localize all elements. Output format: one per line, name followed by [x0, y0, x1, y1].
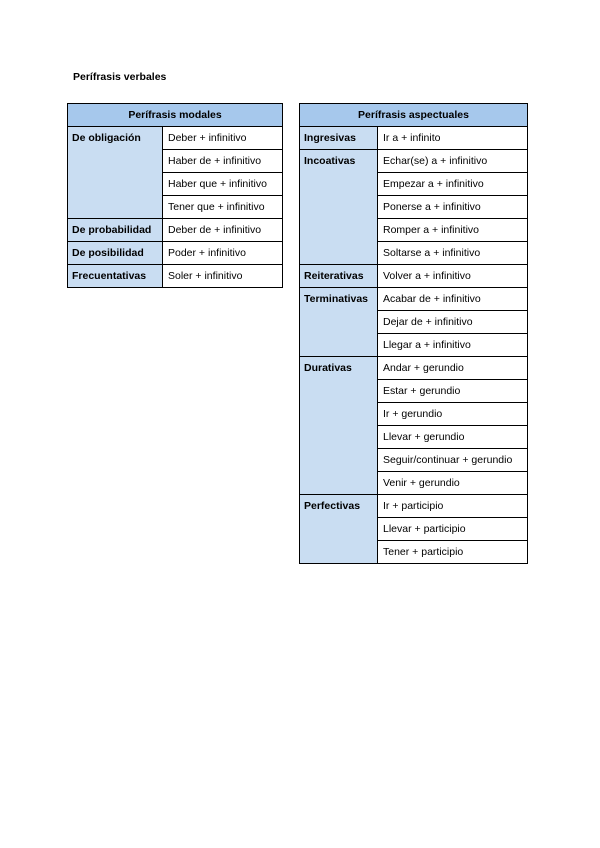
periphrasis-cell: Echar(se) a + infinitivo — [378, 150, 528, 173]
periphrasis-cell: Estar + gerundio — [378, 380, 528, 403]
periphrasis-cell: Llevar + gerundio — [378, 426, 528, 449]
aspectual-table-header: Perífrasis aspectuales — [300, 104, 528, 127]
periphrasis-cell: Empezar a + infinitivo — [378, 173, 528, 196]
periphrasis-cell: Venir + gerundio — [378, 472, 528, 495]
periphrasis-cell: Ir + gerundio — [378, 403, 528, 426]
category-cell: De posibilidad — [68, 242, 163, 265]
table-row — [300, 495, 528, 518]
periphrasis-cell: Poder + infinitivo — [163, 242, 283, 265]
periphrasis-cell: Tener + participio — [378, 541, 528, 564]
periphrasis-cell: Seguir/continuar + gerundio — [378, 449, 528, 472]
periphrasis-cell: Romper a + infinitivo — [378, 219, 528, 242]
page-title: Perífrasis verbales — [73, 71, 167, 83]
table-row — [300, 127, 528, 150]
table-row — [300, 357, 528, 380]
category-cell: Durativas — [300, 357, 378, 495]
periphrasis-cell: Soler + infinitivo — [163, 265, 283, 288]
periphrasis-cell: Ir + participio — [378, 495, 528, 518]
category-cell: Reiterativas — [300, 265, 378, 288]
periphrasis-cell: Ir a + infinito — [378, 127, 528, 150]
table-header-row — [68, 104, 283, 127]
table-row — [68, 219, 283, 242]
category-cell: De probabilidad — [68, 219, 163, 242]
category-cell: Ingresivas — [300, 127, 378, 150]
category-cell: Frecuentativas — [68, 265, 163, 288]
category-cell: Incoativas — [300, 150, 378, 265]
periphrasis-cell: Deber + infinitivo — [163, 127, 283, 150]
periphrasis-cell: Acabar de + infinitivo — [378, 288, 528, 311]
periphrasis-cell: Ponerse a + infinitivo — [378, 196, 528, 219]
periphrasis-cell: Deber de + infinitivo — [163, 219, 283, 242]
aspectual-periphrasis-table — [299, 103, 528, 564]
table-row — [300, 265, 528, 288]
table-row — [300, 288, 528, 311]
periphrasis-cell: Haber que + infinitivo — [163, 173, 283, 196]
modal-periphrasis-table — [67, 103, 283, 288]
category-cell: Terminativas — [300, 288, 378, 357]
table-row — [68, 242, 283, 265]
periphrasis-cell: Andar + gerundio — [378, 357, 528, 380]
category-cell: De obligación — [68, 127, 163, 219]
periphrasis-cell: Llegar a + infinitivo — [378, 334, 528, 357]
table-row — [68, 127, 283, 150]
periphrasis-cell: Tener que + infinitivo — [163, 196, 283, 219]
periphrasis-cell: Volver a + infinitivo — [378, 265, 528, 288]
table-header-row — [300, 104, 528, 127]
periphrasis-cell: Dejar de + infinitivo — [378, 311, 528, 334]
table-row — [300, 150, 528, 173]
periphrasis-cell: Llevar + participio — [378, 518, 528, 541]
periphrasis-cell: Soltarse a + infinitivo — [378, 242, 528, 265]
modal-table-header: Perífrasis modales — [68, 104, 283, 127]
table-row — [68, 265, 283, 288]
category-cell: Perfectivas — [300, 495, 378, 564]
periphrasis-cell: Haber de + infinitivo — [163, 150, 283, 173]
